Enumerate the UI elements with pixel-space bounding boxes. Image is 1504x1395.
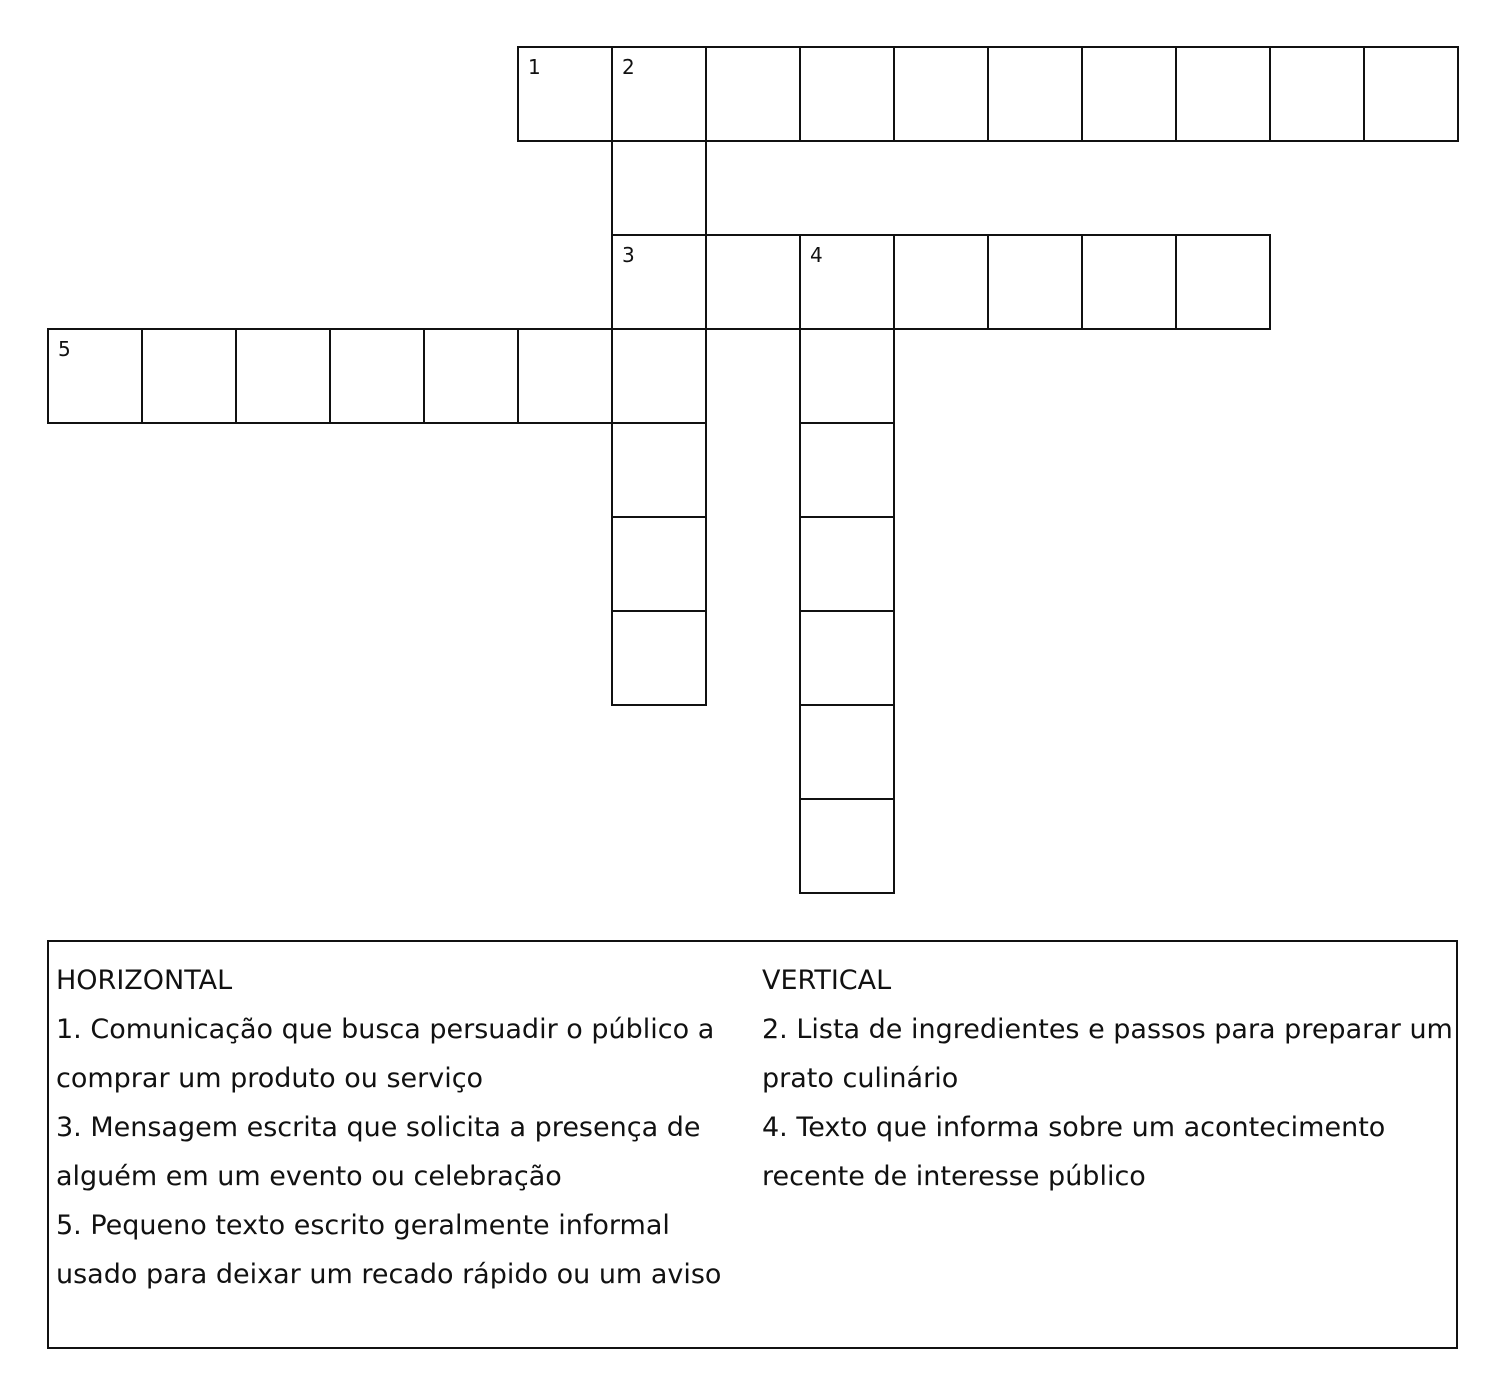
crossword-cell[interactable] — [235, 328, 331, 424]
crossword-cell[interactable] — [1363, 46, 1459, 142]
crossword-cell[interactable] — [987, 46, 1083, 142]
crossword-cell[interactable] — [517, 46, 613, 142]
clue-line: usado para deixar um recado rápido ou um aviso — [56, 1259, 722, 1290]
crossword-cell[interactable] — [611, 516, 707, 612]
crossword-cell[interactable] — [47, 328, 143, 424]
clues-across — [56, 956, 736, 1299]
cell-number: 1 — [528, 55, 541, 79]
crossword-cell[interactable] — [611, 140, 707, 236]
crossword-cell[interactable] — [329, 328, 425, 424]
crossword-cell[interactable] — [799, 234, 895, 330]
crossword-cell[interactable] — [799, 422, 895, 518]
crossword-cell[interactable] — [1175, 46, 1271, 142]
crossword-cell[interactable] — [1269, 46, 1365, 142]
crossword-cell[interactable] — [423, 328, 519, 424]
crossword-cell[interactable] — [799, 704, 895, 800]
clue-line: 4. Texto que informa sobre um acontecimento — [762, 1112, 1386, 1143]
clue-line: alguém em um evento ou celebração — [56, 1161, 562, 1192]
crossword-cell[interactable] — [987, 234, 1083, 330]
crossword-cell[interactable] — [1175, 234, 1271, 330]
crossword-cell[interactable] — [1081, 46, 1177, 142]
cell-number: 4 — [810, 243, 823, 267]
clues-across-heading: HORIZONTAL — [56, 965, 233, 996]
clue-line: comprar um produto ou serviço — [56, 1063, 484, 1094]
crossword-cell[interactable] — [611, 234, 707, 330]
crossword-cell[interactable] — [705, 46, 801, 142]
crossword-cell[interactable] — [705, 234, 801, 330]
crossword-cell[interactable] — [799, 516, 895, 612]
cell-number: 5 — [58, 337, 71, 361]
cell-number: 2 — [622, 55, 635, 79]
clue-line: 1. Comunicação que busca persuadir o público a — [56, 1014, 715, 1045]
crossword-cell[interactable] — [611, 610, 707, 706]
crossword-cell[interactable] — [141, 328, 237, 424]
crossword-cell[interactable] — [799, 610, 895, 706]
clues-box — [47, 940, 1458, 1349]
clue-line: 3. Mensagem escrita que solicita a presença de — [56, 1112, 701, 1143]
crossword-cell[interactable] — [799, 46, 895, 142]
crossword-cell[interactable] — [611, 328, 707, 424]
crossword-cell[interactable] — [1081, 234, 1177, 330]
crossword-cell[interactable] — [893, 234, 989, 330]
crossword-cell[interactable] — [611, 46, 707, 142]
cell-number: 3 — [622, 243, 635, 267]
crossword-cell[interactable] — [611, 422, 707, 518]
clue-line: prato culinário — [762, 1063, 959, 1094]
clues-down-heading: VERTICAL — [762, 965, 892, 996]
clue-line: 2. Lista de ingredientes e passos para preparar um — [762, 1014, 1453, 1045]
clues-down — [762, 956, 1452, 1201]
clue-line: recente de interesse público — [762, 1161, 1146, 1192]
crossword-cell[interactable] — [799, 328, 895, 424]
crossword-cell[interactable] — [799, 798, 895, 894]
clue-line: 5. Pequeno texto escrito geralmente informal — [56, 1210, 670, 1241]
crossword-cell[interactable] — [893, 46, 989, 142]
crossword-cell[interactable] — [517, 328, 613, 424]
